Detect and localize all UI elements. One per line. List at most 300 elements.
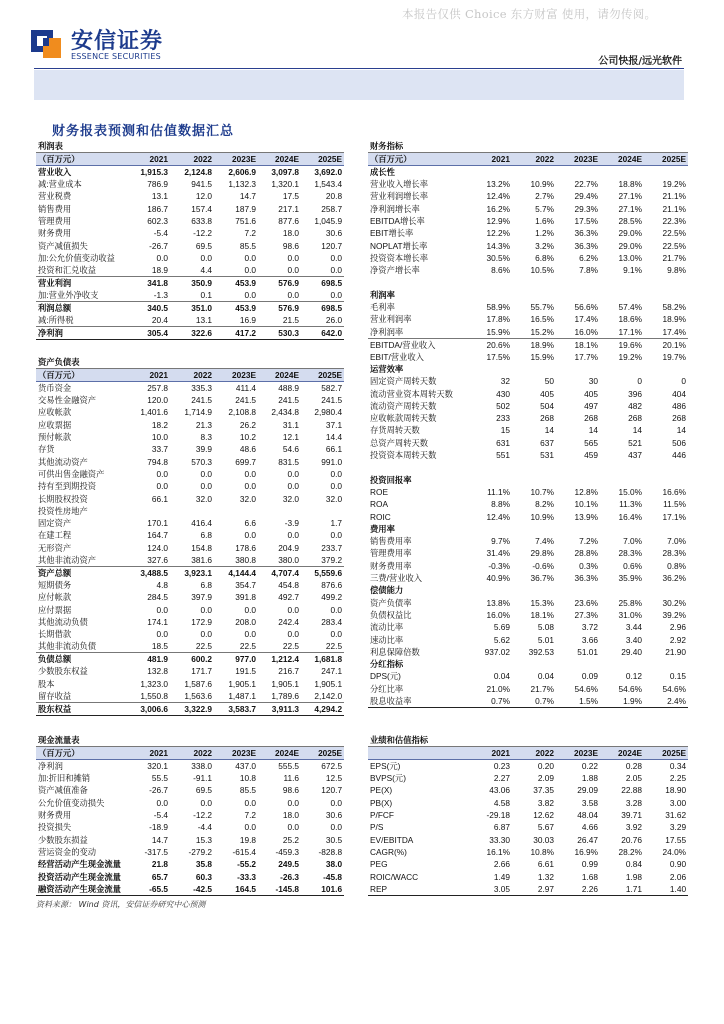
table-row	[368, 633, 688, 645]
row-value: 12.1	[282, 432, 299, 443]
row-label: BVPS(元)	[370, 773, 406, 784]
row-value: 204.9	[278, 542, 299, 553]
row-value: 15	[500, 425, 510, 436]
row-value: 15.3	[195, 834, 212, 845]
row-label: 少数股东权益	[38, 666, 88, 677]
row-value: 58.2%	[662, 302, 687, 313]
row-value: 36.3%	[574, 573, 598, 584]
table-row	[36, 394, 344, 406]
row-value: 397.9	[191, 592, 212, 603]
row-label: DPS(元)	[370, 671, 401, 682]
row-value: 27.3%	[574, 609, 598, 620]
row-value: 3.58	[581, 797, 598, 808]
row-value: 268	[584, 413, 598, 424]
income-statement-table	[36, 140, 344, 340]
row-value: 29.09	[577, 785, 598, 796]
row-value: 3,488.5	[140, 567, 168, 578]
row-value	[301, 505, 344, 517]
row-value: 22.88	[621, 785, 642, 796]
table-row	[368, 276, 688, 288]
row-value: 17.8%	[486, 314, 510, 325]
header-unit	[368, 747, 468, 760]
header-year: 2022	[512, 153, 556, 166]
row-value: 30.5%	[486, 252, 510, 263]
row-value: 21.90	[665, 646, 687, 657]
row-value: 2.09	[537, 773, 554, 784]
row-label: 利息保障倍数	[370, 646, 420, 657]
row-value: 0.28	[625, 761, 642, 771]
row-value: 0.90	[669, 859, 687, 870]
header-divider	[34, 68, 684, 69]
table-row	[368, 797, 688, 809]
row-value: 20.76	[621, 834, 642, 845]
row-value: 54.6	[282, 444, 299, 455]
row-label: 经营活动产生现金流量	[38, 859, 121, 870]
table-row	[368, 597, 688, 609]
row-value: 416.4	[191, 518, 212, 529]
table-row	[36, 289, 344, 302]
row-value: 18.1%	[530, 609, 554, 620]
header-year: 2024E	[258, 747, 301, 760]
row-label: 股息收益率	[368, 695, 468, 708]
row-value: 18.0	[282, 228, 299, 239]
row-value	[468, 584, 512, 596]
row-value: 305.4	[126, 327, 170, 340]
row-value: 481.9	[147, 654, 168, 665]
row-value: 32	[500, 376, 510, 387]
row-value: 0.0	[200, 252, 212, 263]
row-value: 29.4%	[574, 191, 598, 202]
row-value	[468, 166, 512, 179]
row-value	[644, 276, 688, 288]
row-label: 净利润率	[368, 326, 468, 339]
row-value: 29.0%	[618, 228, 642, 239]
row-value: 0.0	[244, 604, 256, 615]
table-header-row	[36, 747, 344, 760]
row-value: 0.04	[537, 671, 554, 682]
row-value: 124.0	[147, 542, 168, 553]
row-value: 488.9	[278, 383, 299, 393]
row-value: 28.5%	[618, 216, 642, 227]
table-header-row	[368, 747, 688, 760]
row-value: 22.3%	[662, 216, 687, 227]
row-value: 1,401.6	[140, 407, 168, 418]
table-title-row	[36, 140, 344, 153]
row-value: -0.6%	[532, 560, 554, 571]
row-value: 1,323.0	[140, 678, 168, 689]
row-value: 10.1%	[574, 499, 598, 510]
row-value: 154.8	[191, 542, 212, 553]
row-value: 21.3	[195, 419, 212, 430]
table-row	[368, 846, 688, 858]
row-value: 4.66	[581, 822, 598, 833]
row-label: PE(X)	[370, 785, 393, 796]
row-value: 0.0	[244, 797, 256, 808]
page-title: 财务报表预测和估值数据汇总	[52, 124, 235, 139]
row-label: 投资回报率	[370, 474, 412, 485]
row-label: 费用率	[370, 523, 395, 534]
row-value: 3,583.7	[214, 702, 258, 715]
row-value: 602.3	[147, 216, 168, 227]
row-value: 698.5	[321, 278, 343, 289]
row-value: 2.4%	[644, 695, 688, 708]
row-value: 9.7%	[491, 536, 510, 547]
row-label: 在建工程	[38, 530, 72, 541]
row-value: 187.9	[235, 203, 256, 214]
row-value: 391.8	[235, 592, 256, 603]
row-value: 1.98	[625, 871, 642, 882]
row-value: 5.62	[493, 634, 510, 645]
row-value: 1.9%	[600, 695, 644, 708]
row-value: 30.03	[533, 834, 554, 845]
row-label: 应付票据	[38, 604, 72, 615]
table-row	[36, 760, 344, 773]
row-label: 可供出售金融资产	[38, 468, 105, 479]
row-value: 32.0	[325, 493, 343, 504]
cash-flow-table	[36, 734, 344, 896]
row-value: 7.4%	[535, 536, 554, 547]
row-label: 净利润	[36, 327, 126, 340]
row-value: 0.0	[301, 264, 344, 277]
row-value: 14	[676, 425, 687, 436]
row-value: 4,144.4	[228, 567, 256, 578]
row-label: CAGR(%)	[370, 846, 407, 857]
row-value: 551	[496, 450, 510, 461]
row-label: 加:公允价值变动收益	[38, 252, 115, 263]
table-row	[36, 166, 344, 179]
row-value	[644, 474, 688, 486]
row-value: 242.4	[278, 616, 299, 627]
row-value: 284.5	[147, 592, 168, 603]
row-value: 0.0	[156, 481, 168, 492]
row-value: 28.3%	[618, 548, 642, 559]
row-value: 1,212.4	[271, 654, 299, 665]
row-value: 20.6%	[486, 339, 510, 350]
row-value: 631	[496, 437, 510, 448]
row-value: 17.1%	[662, 511, 687, 522]
row-value: 0	[637, 376, 642, 387]
row-value: 3.00	[669, 797, 687, 808]
row-value: 0.0	[214, 264, 258, 277]
row-value: 3.40	[625, 634, 642, 645]
table-row	[368, 252, 688, 264]
table-row	[36, 406, 344, 418]
table-row	[368, 670, 688, 682]
row-value	[512, 276, 556, 288]
table-header-row	[368, 153, 688, 166]
row-value: 1,045.9	[314, 216, 343, 227]
row-value: 18.8%	[618, 179, 642, 190]
row-value: 13.2%	[486, 179, 510, 190]
table-row	[368, 301, 688, 313]
header-year: 2023E	[556, 747, 600, 760]
row-label: EV/EBITDA	[370, 834, 414, 845]
table-row	[368, 833, 688, 845]
row-label: 分红比率	[370, 683, 404, 694]
table-row	[368, 609, 688, 621]
table-row	[36, 480, 344, 492]
row-value: 0.0	[330, 252, 343, 263]
row-value: 120.7	[321, 240, 343, 251]
row-label: 财务费用	[38, 228, 72, 239]
row-value: -29.18	[486, 810, 510, 821]
row-value: 174.1	[147, 616, 168, 627]
row-value: 48.6	[239, 444, 256, 455]
table-title-row	[368, 140, 688, 153]
row-label: ROIC	[370, 511, 391, 522]
header-year: 2024E	[258, 369, 301, 382]
row-value: 178.6	[235, 542, 256, 553]
row-value: 172.9	[191, 616, 212, 627]
row-label: ROE	[370, 486, 388, 497]
table-row	[36, 492, 344, 504]
row-label: 速动比率	[370, 634, 404, 645]
row-label: 净利润增长率	[370, 203, 420, 214]
table-row	[36, 431, 344, 443]
row-value: 2,434.8	[271, 407, 299, 418]
row-value: 0.0	[287, 822, 299, 833]
row-value: 191.5	[235, 666, 256, 677]
row-value: 37.35	[533, 785, 554, 796]
row-value: 21.7%	[662, 252, 687, 263]
row-label: 投资资本增长率	[370, 252, 429, 263]
row-value: 10.9%	[530, 511, 554, 522]
row-value: 268	[628, 413, 642, 424]
row-value: 5.69	[493, 622, 510, 633]
row-value: 937.02	[484, 646, 510, 657]
table-row	[36, 264, 344, 277]
table-row	[368, 760, 688, 773]
row-value: 16.5%	[530, 314, 554, 325]
table-row	[36, 178, 344, 190]
row-value: 15.3%	[530, 597, 554, 608]
row-value: 55.7%	[530, 302, 554, 313]
header-year: 2021	[126, 153, 170, 166]
table-row	[36, 529, 344, 541]
table-row	[368, 784, 688, 796]
row-value: 98.6	[282, 785, 299, 796]
row-label: NOPLAT增长率	[370, 240, 428, 251]
row-value: 4.8	[156, 580, 168, 590]
table-row	[36, 566, 344, 579]
row-value: 54.6%	[662, 683, 687, 694]
row-label: 无形资产	[38, 542, 72, 553]
row-value: 2,980.4	[314, 407, 343, 418]
row-value: 0.0	[287, 468, 299, 479]
table-row	[368, 178, 688, 190]
row-value: -26.7	[149, 785, 168, 796]
table-row	[368, 584, 688, 596]
table-row	[368, 437, 688, 449]
header-year: 2021	[468, 153, 512, 166]
row-value: 497	[584, 400, 598, 411]
row-value: 7.0%	[623, 536, 642, 547]
row-label: 营业利润率	[370, 314, 412, 325]
row-label: 流动资产周转天数	[370, 400, 437, 411]
row-value: 66.1	[325, 444, 343, 455]
row-label: 长期借款	[38, 629, 72, 640]
row-value: -33.3	[237, 871, 256, 882]
table-row	[368, 338, 688, 351]
row-value: 0.0	[244, 629, 256, 640]
row-value: 268	[540, 413, 554, 424]
row-value: -65.5	[126, 883, 170, 896]
row-value: 54.6%	[618, 683, 642, 694]
header-year: 2023E	[556, 153, 600, 166]
row-value: 0.0	[156, 252, 168, 263]
row-value: 576.9	[278, 303, 299, 314]
row-value: 17.1%	[600, 326, 644, 339]
row-value: 19.2%	[662, 179, 687, 190]
row-value: 0.0	[200, 481, 212, 492]
row-value	[468, 461, 512, 473]
row-value: 1.88	[581, 773, 598, 784]
row-value: 14	[544, 425, 554, 436]
logo-mark-icon	[31, 26, 63, 60]
row-value: 23.6%	[574, 597, 598, 608]
row-value: 0.84	[625, 859, 642, 870]
header-year: 2021	[468, 747, 512, 760]
row-value: 18.90	[665, 785, 687, 796]
row-value: 0	[681, 376, 687, 387]
row-value	[468, 289, 512, 301]
row-value: 25.8%	[618, 597, 642, 608]
table-row	[368, 313, 688, 325]
row-value	[644, 461, 688, 473]
row-value: 10.7%	[530, 486, 554, 497]
row-label: 存货周转天数	[370, 425, 420, 436]
row-value: -12.2	[193, 810, 212, 821]
row-value: 36.7%	[530, 573, 554, 584]
row-value: 69.5	[195, 240, 212, 251]
row-value: 1,587.6	[184, 678, 212, 689]
row-value: 5.08	[537, 622, 554, 633]
row-label: 应收帐款	[38, 407, 72, 418]
row-value: 21.5	[258, 314, 301, 327]
table-row	[368, 658, 688, 670]
row-value	[600, 461, 644, 473]
row-value: 327.6	[126, 554, 170, 567]
row-value: 14	[632, 425, 642, 436]
row-value: 22.5	[301, 640, 344, 653]
row-value: 3.66	[581, 634, 598, 645]
header-unit: （百万元）	[36, 153, 126, 166]
header-year: 2022	[170, 747, 214, 760]
row-value: 991.0	[321, 456, 343, 467]
row-value	[644, 658, 688, 670]
table-row	[368, 387, 688, 399]
table-title: 财务指标	[368, 140, 688, 153]
row-value: 16.6%	[662, 486, 687, 497]
table-row	[368, 695, 688, 708]
row-value: 65.7	[151, 871, 168, 882]
header-year: 2025E	[644, 747, 688, 760]
row-value: 20.1%	[662, 339, 687, 350]
row-value: 521	[628, 437, 642, 448]
row-value	[512, 461, 556, 473]
row-value: 4,294.2	[301, 702, 344, 715]
row-value	[644, 523, 688, 535]
row-value: 14.4	[325, 432, 343, 443]
row-value	[600, 474, 644, 486]
row-label: EBITDA增长率	[370, 216, 425, 227]
row-value: 15.9%	[530, 351, 554, 362]
row-value: 0.0	[330, 468, 343, 479]
row-value: 1,320.1	[271, 179, 299, 190]
table-row	[368, 646, 688, 658]
row-value: -18.9	[149, 822, 168, 833]
row-value: 0.23	[493, 761, 510, 771]
row-value	[600, 276, 644, 288]
row-value: 50	[544, 376, 554, 387]
row-value: -145.8	[258, 883, 301, 896]
row-value	[556, 363, 600, 375]
row-value: 28.3%	[662, 548, 687, 559]
row-value: 12.4%	[486, 511, 510, 522]
row-label: 营业利润	[38, 278, 72, 289]
row-value: 17.7%	[574, 351, 598, 362]
header-year: 2025E	[644, 153, 688, 166]
row-value: 4,707.4	[271, 567, 299, 578]
row-label: 成长性	[370, 167, 395, 177]
table-row	[368, 883, 688, 896]
row-value: 17.5%	[486, 351, 510, 362]
row-value: 13.0%	[618, 252, 642, 263]
row-value: 642.0	[301, 327, 344, 340]
row-value: 98.6	[282, 240, 299, 251]
row-value: 379.2	[301, 554, 344, 567]
table-row	[36, 190, 344, 202]
row-value: 530.3	[258, 327, 301, 340]
row-value	[556, 461, 600, 473]
row-value: 30.2%	[662, 597, 687, 608]
row-value	[468, 276, 512, 288]
row-value	[556, 474, 600, 486]
row-value: 0.22	[581, 761, 598, 771]
row-value	[512, 474, 556, 486]
table-row	[368, 412, 688, 424]
row-value: 19.2%	[618, 351, 642, 362]
table-row	[368, 621, 688, 633]
row-value: 437	[628, 450, 642, 461]
row-value: 0.99	[581, 859, 598, 870]
header-year: 2025E	[301, 153, 344, 166]
row-label: PEG	[370, 859, 388, 870]
row-value: 16.1%	[486, 846, 510, 857]
row-value: 5.01	[537, 634, 554, 645]
row-value: 241.5	[191, 395, 212, 406]
row-label: 融资活动产生现金流量	[36, 883, 126, 896]
source-note: 资料来源： Wind 资讯，安信证券研究中心预测	[36, 900, 206, 909]
row-value: 20.8	[325, 191, 343, 202]
row-value: 19.7%	[662, 351, 687, 362]
row-value: 22.5	[258, 640, 301, 653]
row-value: 26.0	[301, 314, 344, 327]
row-value: 2.97	[512, 883, 556, 896]
row-label: 资产减值准备	[38, 785, 88, 796]
row-value: 28.8%	[574, 548, 598, 559]
header-year: 2022	[170, 369, 214, 382]
row-value: 257.8	[147, 383, 168, 393]
header-year: 2025E	[301, 747, 344, 760]
row-value: 555.5	[278, 761, 299, 771]
row-label: 其他非流动资产	[36, 554, 126, 567]
row-value: 2.25	[669, 773, 687, 784]
table-row	[36, 833, 344, 845]
table-row	[368, 461, 688, 473]
row-value: 85.5	[239, 240, 256, 251]
row-value: 0.0	[200, 604, 212, 615]
